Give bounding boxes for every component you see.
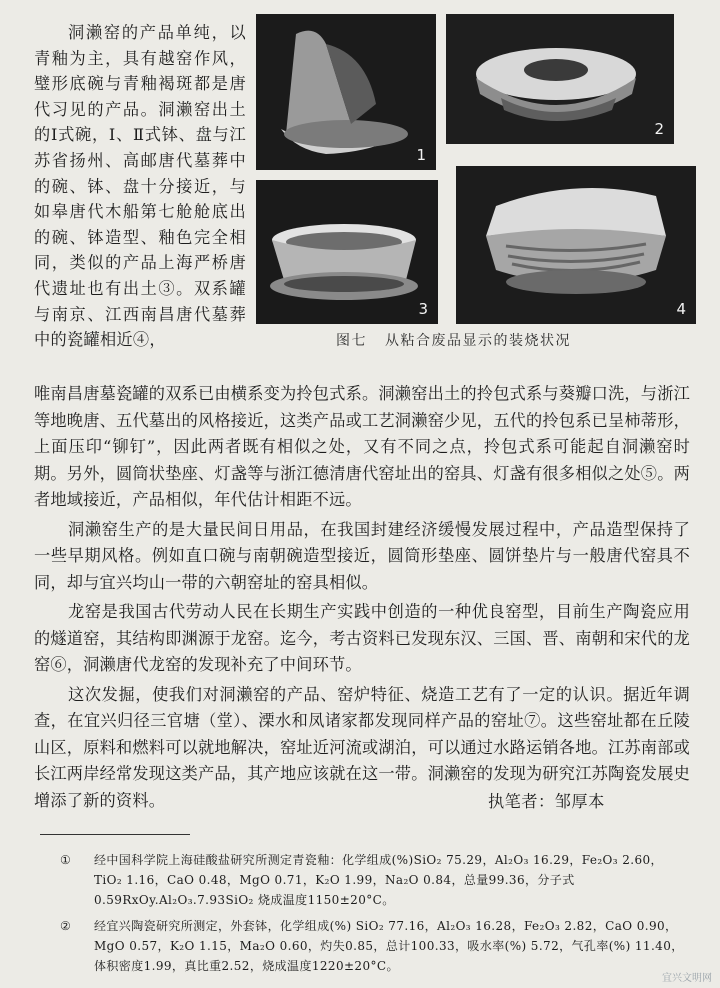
footnote-divider bbox=[40, 834, 190, 835]
photo-number: 3 bbox=[418, 300, 428, 318]
figure-7-photos bbox=[256, 14, 696, 324]
footnotes bbox=[60, 850, 690, 982]
photo-number: 2 bbox=[654, 120, 664, 138]
caption-label: 图七 bbox=[336, 333, 367, 349]
kiln-waste-bowl-image-2 bbox=[446, 14, 674, 144]
paragraph-2: 洞濑窑生产的是大量民间日用品，在我国封建经济缓慢发展过程中，产品造型保持了一些早期风格。例如直口碗与南朝碗造型接近，圆筒形垫座、圆饼垫片与一般唐代窑具不同，却与宜兴均山一带的六朝窑址的窑具相似。 bbox=[34, 519, 690, 592]
photo-number: 1 bbox=[416, 146, 426, 164]
footnote-1 bbox=[60, 850, 690, 910]
paragraph-4: 这次发掘，使我们对洞濑窑的产品、窑炉特征、烧造工艺有了一定的认识。据近年调查，在宜兴归径三官塘（堂）、溧水和凤诸家都发现同样产品的窑址⑦。这些窑址都在丘陵山区，原料和燃料可以就地解决，窑址近河流或湖泊，可以通过水路运销各地。江苏南部或长江两岸经常发现这类产品，其产地应该就在这一带。洞濑窑的发现为研究江苏陶瓷发展史增添了新的资料。 bbox=[34, 684, 690, 810]
photo-1 bbox=[256, 14, 436, 170]
kiln-waste-bowl-image-3 bbox=[256, 180, 438, 324]
paragraph-1: 唯南昌唐墓瓷罐的双系已由横系变为拎包式系。洞濑窑出土的拎包式系与葵瓣口洗，与浙江等地晚唐、五代墓出的风格接近，这类产品或工艺洞濑窑少见，五代的拎包系已呈柿蒂形，上面压印“铆钉”，因此两者既有相似之处，又有不同之点，拎包式系可能起自洞濑窑时期。另外，圆筒状垫座、灯盏等与浙江德清唐代窑址出的窑具、灯盏有很多相似之处⑤。两者地域接近，产品相似，年代估计相距不远。 bbox=[34, 384, 690, 509]
photo-number: 4 bbox=[676, 300, 686, 318]
watermark: 宜兴文明网 bbox=[662, 973, 712, 984]
paragraph-left-column: 洞濑窑的产品单纯，以青釉为主，具有越窑作风，璧形底碗与青釉褐斑都是唐代习见的产品。洞濑窑出土的Ⅰ式碗，Ⅰ、Ⅱ式钵、盘与江苏省扬州、高邮唐代墓葬中的碗、钵、盘十分接近，与如皋唐代木船第七舱舱底出的碗、钵造型、釉色完全相同，类似的产品上海严桥唐代遗址也有出土③。双系罐与南京、江西南昌唐代墓葬中的瓷罐相近④， bbox=[34, 23, 246, 350]
footnote-mark: ② bbox=[60, 919, 72, 933]
figure-caption bbox=[336, 330, 666, 350]
kiln-waste-bowl-image-1 bbox=[256, 14, 436, 170]
footnote-text: 经中国科学院上海硅酸盐研究所测定青瓷釉：化学组成(%)SiO₂ 75.29，Al₂O₃ 16.29，Fe₂O₃ 2.60，TiO₂ 1.16，CaO 0.48，MgO 0.71，K₂O 1.99，Na₂O 0.84，总量99.36，分子式0.59RxOy.Al₂O₃.7.93SiO₂ 烧成温度1150±20°C。 bbox=[94, 853, 663, 907]
main-body-text bbox=[34, 381, 690, 814]
footnote-text: 经宜兴陶瓷研究所测定，外套钵，化学组成(%) SiO₂ 77.16，Al₂O₃ 16.28，Fe₂O₃ 2.82，CaO 0.90，MgO 0.57，K₂O 1.15，Ma₂O 0.60，灼失0.85，总计100.33，吸水率(%) 5.72，气孔率(%) 11.40，体积密度1.99，真比重2.52，烧成温度1220±20°C。 bbox=[94, 919, 684, 973]
kiln-waste-bowl-image-4 bbox=[456, 166, 696, 324]
paragraph-3: 龙窑是我国古代劳动人民在长期生产实践中创造的一种优良窑型，目前生产陶瓷应用的燧道窑，其结构即渊源于龙窑。迄今，考古资料已发现东汉、三国、晋、南朝和宋代的龙窑⑥，洞濑唐代龙窑的发现补充了中间环节。 bbox=[34, 602, 690, 674]
photo-3 bbox=[256, 180, 438, 324]
caption-text: 从粘合废品显示的装烧状况 bbox=[385, 333, 571, 349]
footnote-mark: ① bbox=[60, 853, 72, 867]
photo-4 bbox=[456, 166, 696, 324]
left-column-text bbox=[34, 20, 246, 353]
photo-2 bbox=[446, 14, 674, 144]
author-credit: 执笔者：邹厚本 bbox=[488, 792, 605, 811]
footnote-2 bbox=[60, 916, 690, 976]
